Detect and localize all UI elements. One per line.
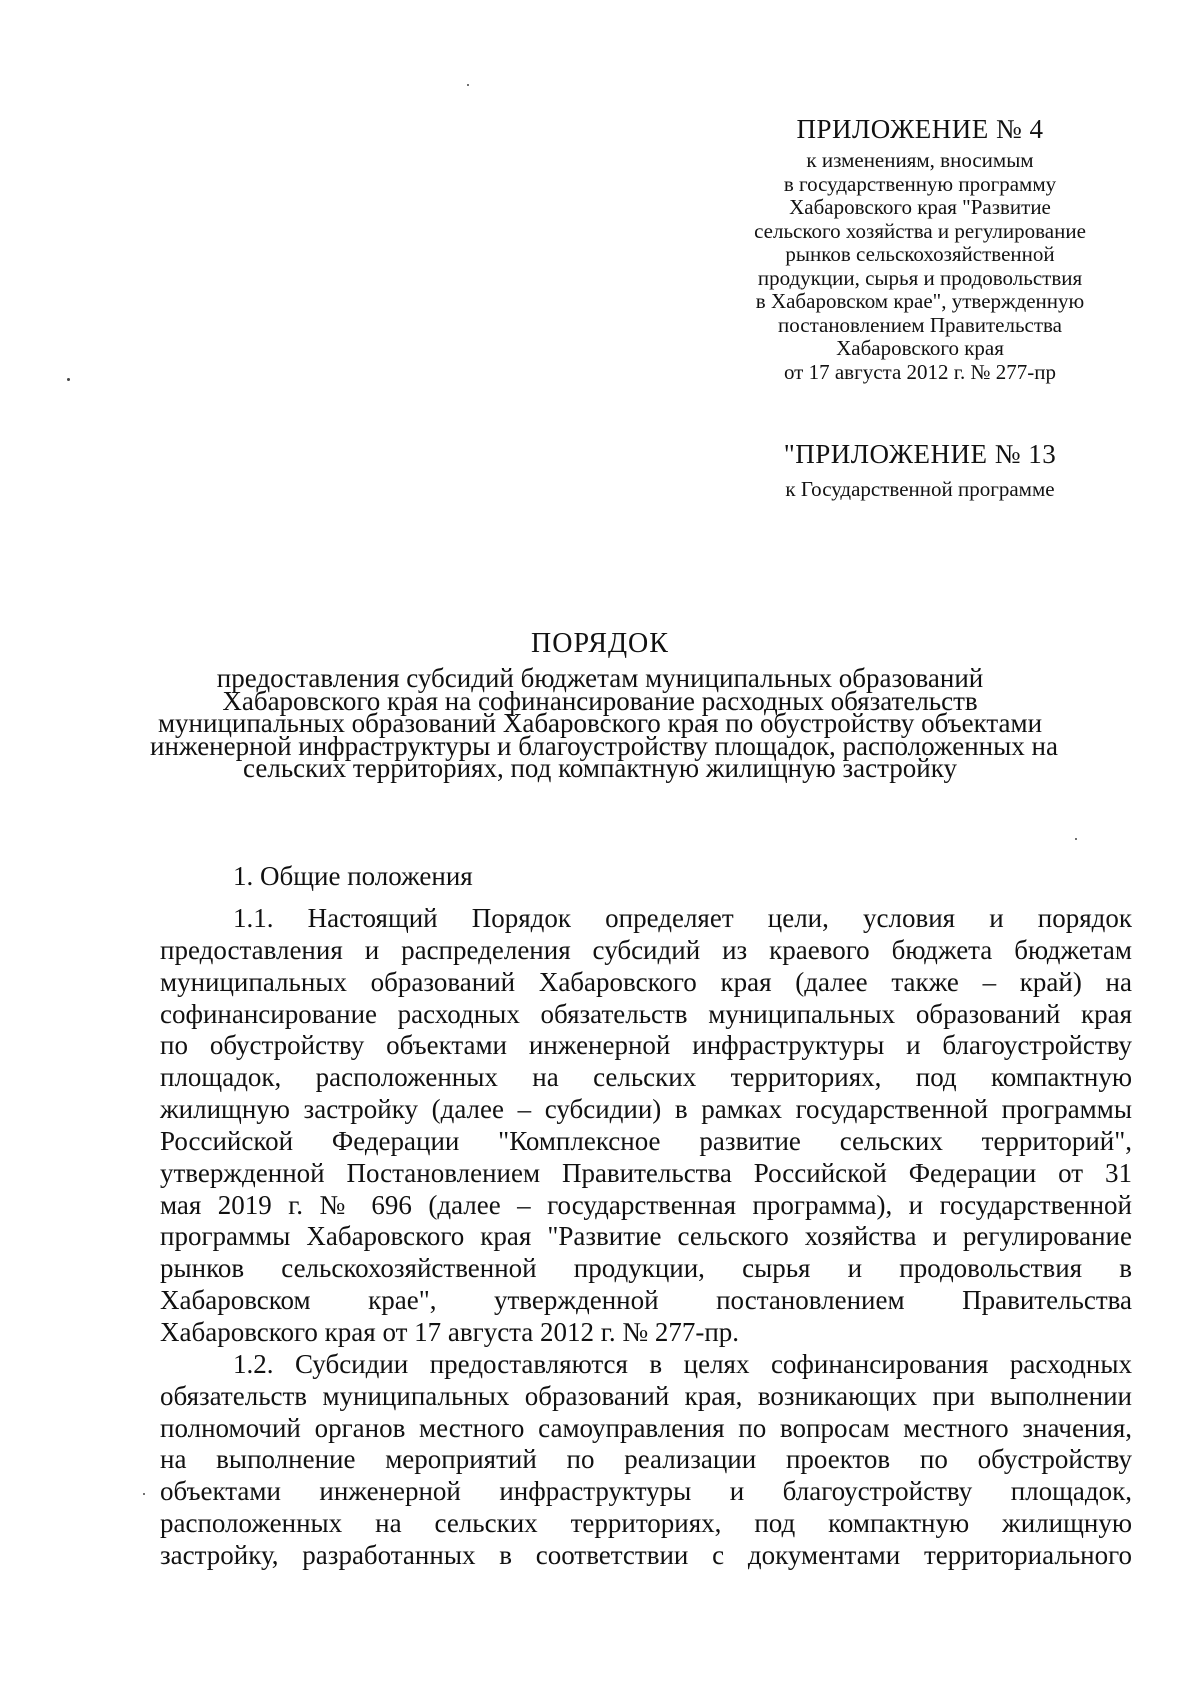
paragraph-line: Хабаровского края от 17 августа 2012 г. № 277-пр. bbox=[160, 1316, 740, 1347]
annex-4-title: ПРИЛОЖЕНИЕ № 4 bbox=[796, 114, 1044, 144]
document-subtitle-line: предоставления субсидий бюджетам муниципальных образований bbox=[216, 663, 984, 693]
scan-speck bbox=[67, 378, 70, 381]
paragraph-line: на выполнение мероприятий по реализации проектов по обустройству bbox=[160, 1444, 1132, 1475]
annex-4-block bbox=[710, 113, 1130, 384]
annex-13-title: "ПРИЛОЖЕНИЕ № 13 bbox=[783, 439, 1057, 469]
paragraph-line: объектами инженерной инфраструктуры и благоустройству площадок, bbox=[160, 1476, 1132, 1507]
section-body bbox=[160, 903, 1132, 1572]
annex-4-line: продукции, сырья и продовольствия bbox=[757, 265, 1083, 290]
annex-4-line: Хабаровского края bbox=[836, 336, 1004, 360]
annex-4-line: рынков сельскохозяйственной bbox=[785, 242, 1055, 266]
paragraph-line: Хабаровском крае", утвержденной постановлением Правительства bbox=[160, 1285, 1132, 1316]
annex-4-line: постановлением Правительства bbox=[777, 312, 1062, 337]
scan-speck bbox=[467, 84, 469, 86]
section-heading: 1. Общие положения bbox=[233, 861, 473, 891]
paragraph-line: по обустройству объектами инженерной инфраструктуры и благоустройству bbox=[160, 1030, 1132, 1061]
paragraph-line: предоставления и распределения субсидий из краевого бюджета бюджетам bbox=[160, 934, 1132, 965]
document-subtitle-line: муниципальных образований Хабаровского края по обустройству объектами bbox=[157, 708, 1043, 738]
paragraph-line: мая 2019 г. № 696 (далее – государственная программа), и государственной bbox=[160, 1189, 1132, 1220]
document-title-block bbox=[150, 627, 1058, 783]
annex-13-block bbox=[710, 438, 1130, 502]
annex-4-line: к изменениям, вносимым bbox=[806, 148, 1034, 172]
annex-13-line: к Государственной программе bbox=[785, 477, 1055, 501]
annex-4-line: в Хабаровском крае", утвержденную bbox=[755, 289, 1085, 313]
paragraph-line: Российской Федерации "Комплексное развитие сельских территорий", bbox=[160, 1125, 1132, 1156]
paragraph-line: площадок, расположенных на сельских территориях, под компактную bbox=[160, 1062, 1132, 1093]
document-subtitle-line: инженерной инфраструктуры и благоустройству площадок, расположенных на bbox=[150, 730, 1058, 761]
document-subtitle-line: сельских территориях, под компактную жилищную застройку bbox=[243, 753, 957, 783]
paragraph-line: обязательств муниципальных образований края, возникающих при выполнении bbox=[160, 1380, 1132, 1411]
paragraph-line: 1.1. Настоящий Порядок определяет цели, условия и порядок bbox=[233, 903, 1132, 933]
document-subtitle-line: Хабаровского края на софинансирование расходных обязательств bbox=[222, 685, 978, 716]
paragraph-line: утвержденной Постановлением Правительства Российской Федерации от 31 bbox=[160, 1157, 1132, 1188]
document-title: ПОРЯДОК bbox=[531, 628, 669, 659]
paragraph-line: полномочий органов местного самоуправления по вопросам местного значения, bbox=[160, 1412, 1132, 1443]
paragraph-line: муниципальных образований Хабаровского края (далее также – край) на bbox=[160, 966, 1132, 997]
annex-4-line: Хабаровского края "Развитие bbox=[789, 195, 1051, 219]
scan-speck bbox=[143, 1493, 145, 1495]
paragraph-line: программы Хабаровского края "Развитие сельского хозяйства и регулирование bbox=[160, 1221, 1132, 1252]
annex-4-line: в государственную программу bbox=[783, 171, 1057, 196]
annex-4-line: сельского хозяйства и регулирование bbox=[754, 218, 1086, 243]
scan-speck bbox=[1075, 838, 1077, 840]
paragraph-line: 1.2. Субсидии предоставляются в целях софинансирования расходных bbox=[233, 1348, 1132, 1379]
paragraph-line: расположенных на сельских территориях, под компактную жилищную bbox=[160, 1508, 1132, 1539]
paragraph-line: жилищную застройку (далее – субсидии) в рамках государственной программы bbox=[160, 1094, 1132, 1125]
annex-4-line: от 17 августа 2012 г. № 277-пр bbox=[783, 359, 1057, 384]
paragraph-line: софинансирование расходных обязательств муниципальных образований края bbox=[160, 998, 1132, 1029]
paragraph-line: рынков сельскохозяйственной продукции, сырья и продовольствия в bbox=[160, 1253, 1132, 1284]
paragraph-line: застройку, разработанных в соответствии с документами территориального bbox=[160, 1539, 1132, 1570]
